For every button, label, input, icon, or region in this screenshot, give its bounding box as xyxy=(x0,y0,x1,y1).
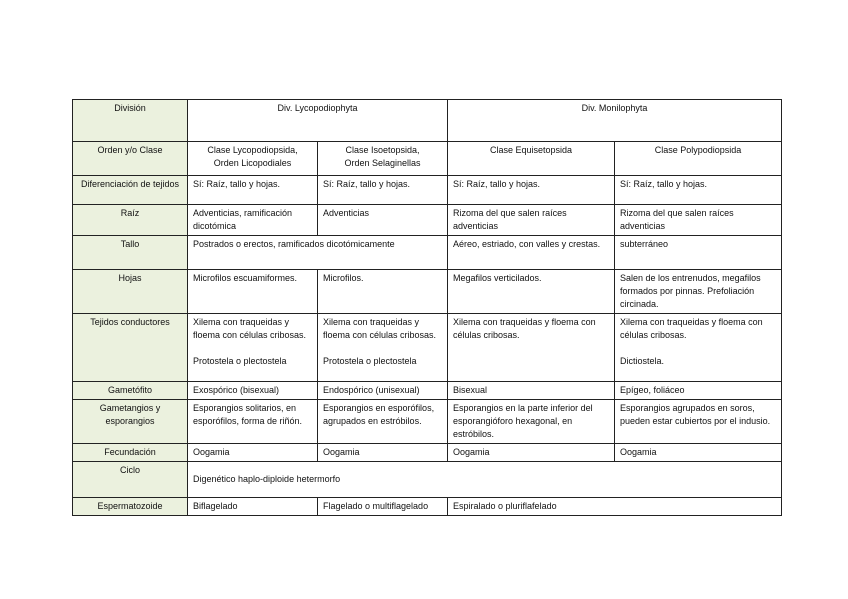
diferenciacion-c2: Sí: Raíz, tallo y hojas. xyxy=(318,176,448,205)
raiz-label: Raíz xyxy=(73,205,188,236)
div-lycopodiophyta: Div. Lycopodiophyta xyxy=(188,100,448,142)
fecundacion-c2: Oogamia xyxy=(318,444,448,462)
order-row xyxy=(73,142,782,176)
tallo-c4: subterráneo xyxy=(615,236,782,270)
espermatozoide-c2: Flagelado o multiflagelado xyxy=(318,498,448,516)
tejidos-label: Tejidos conductores xyxy=(73,314,188,382)
fecundacion-row xyxy=(73,444,782,462)
raiz-c2: Adventicias xyxy=(318,205,448,236)
raiz-c3: Rizoma del que salen raíces adventicias xyxy=(448,205,615,236)
raiz-row xyxy=(73,205,782,236)
class2-line2: Orden Selaginellas xyxy=(344,158,421,168)
tejidos-c1-stele: Protostela o plectostela xyxy=(193,356,287,366)
botany-comparison-table xyxy=(72,99,782,516)
tallo-c3: Aéreo, estriado, con valles y crestas. xyxy=(448,236,615,270)
hojas-label: Hojas xyxy=(73,270,188,314)
hojas-c1: Microfilos escuamiformes. xyxy=(188,270,318,314)
tejidos-c1-text: Xilema con traqueidas y floema con células cribosas. xyxy=(193,317,307,340)
tejidos-c2-stele: Protostela o plectostela xyxy=(323,356,417,366)
espermatozoide-row xyxy=(73,498,782,516)
fecundacion-label: Fecundación xyxy=(73,444,188,462)
class-equisetopsida: Clase Equisetopsida xyxy=(448,142,615,176)
hojas-c4: Salen de los entrenudos, megafilos formados por pinnas. Prefoliación circinada. xyxy=(615,270,782,314)
raiz-c1: Adventicias, ramificación dicotómica xyxy=(188,205,318,236)
gametangios-c1: Esporangios solitarios, en esporófilos, forma de riñón. xyxy=(188,400,318,444)
gametofito-label: Gametófito xyxy=(73,382,188,400)
ciclo-row xyxy=(73,462,782,498)
class-isoetopsida xyxy=(318,142,448,176)
fecundacion-c3: Oogamia xyxy=(448,444,615,462)
class-lycopodiopsida xyxy=(188,142,318,176)
hojas-c2: Microfilos. xyxy=(318,270,448,314)
division-label: División xyxy=(73,100,188,142)
class2-line1: Clase Isoetopsida, xyxy=(345,145,420,155)
raiz-c4: Rizoma del que salen raíces adventicias xyxy=(615,205,782,236)
espermatozoide-label: Espermatozoide xyxy=(73,498,188,516)
fecundacion-c4: Oogamia xyxy=(615,444,782,462)
tallo-label: Tallo xyxy=(73,236,188,270)
diferenciacion-row xyxy=(73,176,782,205)
class-polypodiopsida: Clase Polypodiopsida xyxy=(615,142,782,176)
class1-line1: Clase Lycopodiopsida, xyxy=(207,145,298,155)
diferenciacion-c3: Sí: Raíz, tallo y hojas. xyxy=(448,176,615,205)
gametangios-c4: Esporangios agrupados en soros, pueden estar cubiertos por el indusio. xyxy=(615,400,782,444)
tejidos-c4-stele: Dictiostela. xyxy=(620,356,665,366)
tejidos-row xyxy=(73,314,782,382)
gametofito-c4: Epígeo, foliáceo xyxy=(615,382,782,400)
gametofito-row xyxy=(73,382,782,400)
gametofito-c3: Bisexual xyxy=(448,382,615,400)
diferenciacion-label: Diferenciación de tejidos xyxy=(73,176,188,205)
diferenciacion-c1: Sí: Raíz, tallo y hojas. xyxy=(188,176,318,205)
espermatozoide-c1: Biflagelado xyxy=(188,498,318,516)
ciclo-value: Digenético haplo-diploide hetermorfo xyxy=(188,462,782,498)
fecundacion-c1: Oogamia xyxy=(188,444,318,462)
tejidos-c2 xyxy=(318,314,448,382)
espermatozoide-c34: Espiralado o pluriflafelado xyxy=(448,498,782,516)
gametangios-c2: Esporangios en esporófilos, agrupados en estróbilos. xyxy=(318,400,448,444)
gametofito-c2: Endospórico (unisexual) xyxy=(318,382,448,400)
class1-line2: Orden Licopodiales xyxy=(213,158,292,168)
hojas-c3: Megafilos verticilados. xyxy=(448,270,615,314)
tejidos-c4-text: Xilema con traqueidas y floema con células cribosas. xyxy=(620,317,763,340)
tejidos-c1 xyxy=(188,314,318,382)
tejidos-c2-text: Xilema con traqueidas y floema con células cribosas. xyxy=(323,317,437,340)
gametangios-c3: Esporangios en la parte inferior del esporangióforo hexagonal, en estróbilos. xyxy=(448,400,615,444)
gametofito-c1: Exospórico (bisexual) xyxy=(188,382,318,400)
gametangios-row xyxy=(73,400,782,444)
tallo-c12: Postrados o erectos, ramificados dicotómicamente xyxy=(188,236,448,270)
diferenciacion-c4: Sí: Raíz, tallo y hojas. xyxy=(615,176,782,205)
tallo-row xyxy=(73,236,782,270)
gametangios-label: Gametangios y esporangios xyxy=(73,400,188,444)
division-row xyxy=(73,100,782,142)
hojas-row xyxy=(73,270,782,314)
div-monilophyta: Div. Monilophyta xyxy=(448,100,782,142)
tejidos-c3: Xilema con traqueidas y floema con células cribosas. xyxy=(448,314,615,382)
tejidos-c4 xyxy=(615,314,782,382)
order-label: Orden y/o Clase xyxy=(73,142,188,176)
ciclo-label: Ciclo xyxy=(73,462,188,498)
